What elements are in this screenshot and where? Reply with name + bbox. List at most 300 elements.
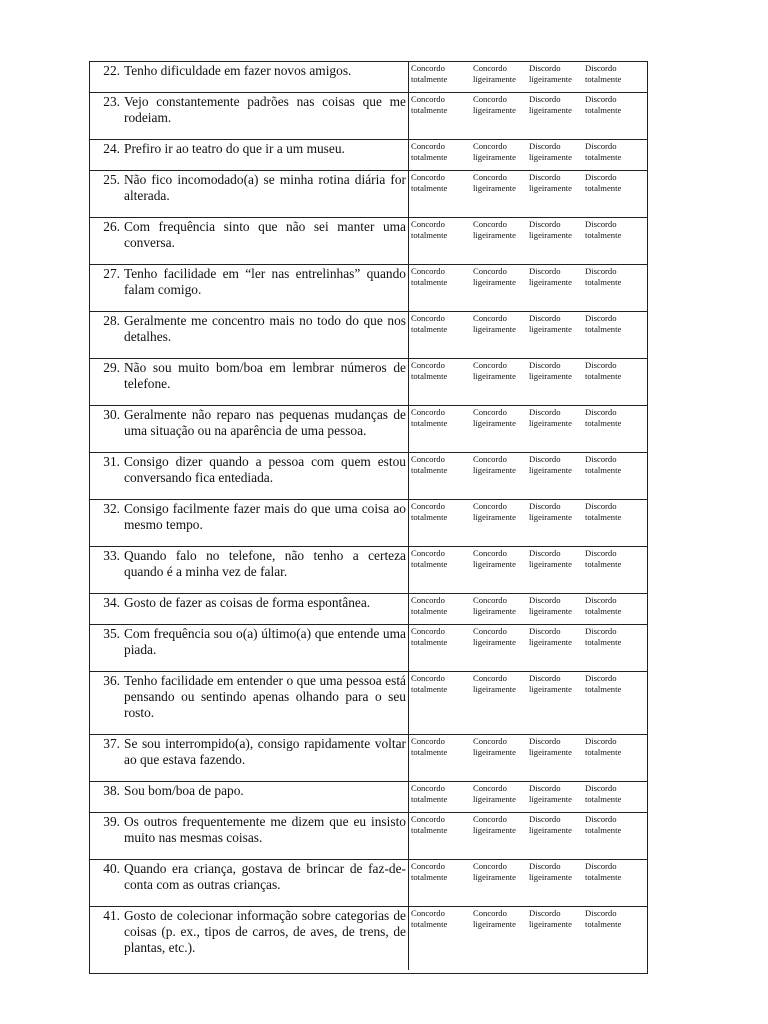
response-option-label-line1: Concordo — [473, 595, 507, 605]
response-option[interactable] — [411, 861, 473, 883]
question-row — [90, 312, 647, 359]
question-cell — [90, 140, 409, 171]
response-option[interactable] — [529, 783, 585, 805]
response-option-label-line2: ligeiramente — [473, 105, 516, 115]
question-number: 26. — [103, 219, 120, 234]
response-option[interactable] — [473, 908, 529, 930]
answer-cell — [409, 218, 648, 265]
response-option-label-line2: totalmente — [411, 183, 448, 193]
question-text: Tenho facilidade em “ler nas entrelinhas” quando falam comigo. — [124, 266, 406, 297]
response-option-label-line1: Concordo — [473, 736, 507, 746]
response-option[interactable] — [473, 814, 529, 836]
response-option[interactable] — [473, 454, 529, 476]
response-option[interactable] — [473, 501, 529, 523]
question-text: Gosto de colecionar informação sobre categorias de coisas (p. ex., tipos de carros, de aves, de trens, de plantas, etc.). — [124, 908, 406, 955]
response-option-label-line1: Discordo — [529, 266, 561, 276]
response-option-label-line1: Discordo — [585, 141, 617, 151]
response-option-label-line1: Concordo — [411, 454, 445, 464]
response-option-label-line1: Concordo — [411, 63, 445, 73]
response-option-label-line1: Discordo — [585, 454, 617, 464]
response-option[interactable] — [473, 861, 529, 883]
response-option-label-line1: Concordo — [411, 501, 445, 511]
response-option-label-line2: ligeiramente — [473, 919, 516, 929]
response-option-label-line1: Discordo — [585, 172, 617, 182]
response-option-label-line1: Discordo — [529, 595, 561, 605]
response-option[interactable] — [411, 783, 473, 805]
response-option[interactable] — [585, 313, 645, 335]
response-option[interactable] — [585, 266, 645, 288]
question-row — [90, 594, 647, 625]
question-text: Com frequência sou o(a) último(a) que entende uma piada. — [124, 626, 406, 657]
question-cell — [90, 625, 409, 672]
question-number: 22. — [103, 63, 120, 78]
response-option-label-line2: totalmente — [411, 684, 448, 694]
response-option-label-line2: totalmente — [411, 465, 448, 475]
response-option-label-line2: ligeiramente — [529, 465, 572, 475]
question-text: Gosto de fazer as coisas de forma espontânea. — [124, 595, 371, 610]
response-option-label-line2: totalmente — [411, 324, 448, 334]
response-option[interactable] — [411, 219, 473, 241]
question-text: Não sou muito bom/boa em lembrar números de telefone. — [124, 360, 406, 391]
response-option-label-line2: totalmente — [585, 74, 622, 84]
response-option-label-line1: Discordo — [529, 783, 561, 793]
response-option-label-line2: ligeiramente — [529, 825, 572, 835]
response-option[interactable] — [529, 626, 585, 648]
response-option-label-line2: ligeiramente — [473, 637, 516, 647]
answer-cell — [409, 171, 648, 218]
answer-cell — [409, 594, 648, 625]
response-option[interactable] — [411, 595, 473, 617]
response-option[interactable] — [529, 908, 585, 930]
question-row — [90, 735, 647, 782]
response-option-label-line1: Concordo — [411, 908, 445, 918]
response-option-label-line2: ligeiramente — [529, 105, 572, 115]
response-options — [409, 860, 647, 883]
question — [90, 625, 408, 658]
answer-cell — [409, 813, 648, 860]
response-option-label-line2: totalmente — [585, 512, 622, 522]
response-option-label-line2: totalmente — [411, 559, 448, 569]
response-option-label-line1: Concordo — [411, 172, 445, 182]
question — [90, 93, 408, 126]
response-option[interactable] — [411, 407, 473, 429]
response-option[interactable] — [473, 94, 529, 116]
response-option-label-line1: Discordo — [585, 861, 617, 871]
response-option[interactable] — [473, 63, 529, 85]
question-row — [90, 782, 647, 813]
response-option[interactable] — [473, 783, 529, 805]
response-option-label-line2: ligeiramente — [473, 371, 516, 381]
response-option[interactable] — [411, 360, 473, 382]
response-option-label-line2: ligeiramente — [529, 794, 572, 804]
response-option-label-line2: totalmente — [585, 919, 622, 929]
response-option[interactable] — [411, 814, 473, 836]
response-option[interactable] — [529, 313, 585, 335]
question-text: Se sou interrompido(a), consigo rapidamente voltar ao que estava fazendo. — [124, 736, 406, 767]
question-row — [90, 140, 647, 171]
response-option-label-line2: totalmente — [411, 637, 448, 647]
response-option-label-line1: Concordo — [473, 63, 507, 73]
question-number: 39. — [103, 814, 120, 829]
response-option[interactable] — [585, 360, 645, 382]
question-row — [90, 406, 647, 453]
response-option-label-line1: Discordo — [585, 94, 617, 104]
question-text: Sou bom/boa de papo. — [124, 783, 244, 798]
response-option[interactable] — [473, 141, 529, 163]
question-number: 41. — [103, 908, 120, 923]
response-options — [409, 500, 647, 523]
question-row — [90, 672, 647, 735]
response-option-label-line1: Discordo — [529, 501, 561, 511]
response-option[interactable] — [585, 219, 645, 241]
question — [90, 62, 408, 79]
response-option-label-line1: Concordo — [473, 454, 507, 464]
response-option-label-line1: Concordo — [473, 861, 507, 871]
question-row — [90, 171, 647, 218]
question-number: 23. — [103, 94, 120, 109]
question-cell — [90, 406, 409, 453]
response-option[interactable] — [411, 454, 473, 476]
answer-cell — [409, 93, 648, 140]
response-option-label-line2: totalmente — [411, 152, 448, 162]
response-option[interactable] — [585, 673, 645, 695]
question-cell — [90, 265, 409, 312]
question — [90, 672, 408, 721]
answer-cell — [409, 782, 648, 813]
response-option-label-line2: ligeiramente — [529, 324, 572, 334]
response-option-label-line1: Concordo — [473, 908, 507, 918]
response-option-label-line1: Concordo — [411, 626, 445, 636]
answer-cell — [409, 62, 648, 93]
response-option[interactable] — [411, 313, 473, 335]
response-option-label-line2: ligeiramente — [473, 277, 516, 287]
response-option-label-line2: ligeiramente — [473, 74, 516, 84]
response-option-label-line1: Concordo — [411, 407, 445, 417]
response-option-label-line2: totalmente — [411, 74, 448, 84]
response-option[interactable] — [473, 548, 529, 570]
question-text: Geralmente me concentro mais no todo do que nos detalhes. — [124, 313, 406, 344]
response-option-label-line1: Concordo — [411, 141, 445, 151]
response-options — [409, 218, 647, 241]
response-option[interactable] — [529, 141, 585, 163]
response-options — [409, 782, 647, 805]
response-option[interactable] — [585, 94, 645, 116]
response-option[interactable] — [473, 736, 529, 758]
response-option-label-line2: totalmente — [585, 230, 622, 240]
question-row — [90, 265, 647, 312]
response-option-label-line1: Discordo — [585, 736, 617, 746]
question-text: Quando falo no telefone, não tenho a certeza quando é a minha vez de falar. — [124, 548, 406, 579]
response-option[interactable] — [585, 548, 645, 570]
question-number: 40. — [103, 861, 120, 876]
question-row — [90, 359, 647, 406]
response-option-label-line2: totalmente — [411, 919, 448, 929]
response-option[interactable] — [529, 501, 585, 523]
response-option-label-line1: Concordo — [473, 313, 507, 323]
answer-cell — [409, 500, 648, 547]
question-cell — [90, 359, 409, 406]
response-option[interactable] — [411, 63, 473, 85]
answer-cell — [409, 672, 648, 735]
response-option[interactable] — [585, 63, 645, 85]
question-text: Não fico incomodado(a) se minha rotina diária for alterada. — [124, 172, 406, 203]
response-option-label-line2: ligeiramente — [473, 559, 516, 569]
response-option[interactable] — [473, 266, 529, 288]
response-option-label-line1: Discordo — [585, 814, 617, 824]
response-option-label-line1: Discordo — [529, 814, 561, 824]
question-cell — [90, 218, 409, 265]
response-option-label-line2: totalmente — [585, 559, 622, 569]
response-option[interactable] — [529, 595, 585, 617]
response-option-label-line1: Discordo — [585, 407, 617, 417]
question — [90, 907, 408, 956]
response-option[interactable] — [411, 266, 473, 288]
response-option-label-line1: Concordo — [411, 266, 445, 276]
question-row — [90, 62, 647, 93]
response-option[interactable] — [411, 673, 473, 695]
response-option[interactable] — [585, 141, 645, 163]
response-option[interactable] — [473, 172, 529, 194]
question — [90, 500, 408, 533]
response-option-label-line1: Concordo — [473, 501, 507, 511]
response-option-label-line2: ligeiramente — [529, 637, 572, 647]
response-option[interactable] — [473, 313, 529, 335]
response-option-label-line1: Discordo — [529, 626, 561, 636]
response-option[interactable] — [529, 454, 585, 476]
response-option-label-line1: Concordo — [411, 861, 445, 871]
response-option-label-line2: totalmente — [585, 684, 622, 694]
response-option-label-line2: ligeiramente — [473, 872, 516, 882]
question-cell — [90, 547, 409, 594]
response-options — [409, 312, 647, 335]
response-option-label-line2: ligeiramente — [529, 152, 572, 162]
response-option-label-line1: Discordo — [529, 219, 561, 229]
response-option[interactable] — [411, 736, 473, 758]
response-option-label-line1: Discordo — [529, 172, 561, 182]
response-option[interactable] — [529, 861, 585, 883]
response-option-label-line1: Discordo — [529, 407, 561, 417]
question — [90, 735, 408, 768]
response-option-label-line2: ligeiramente — [473, 230, 516, 240]
response-option[interactable] — [529, 407, 585, 429]
question-cell — [90, 500, 409, 547]
question-cell — [90, 813, 409, 860]
question-cell — [90, 453, 409, 500]
response-options — [409, 62, 647, 85]
response-option[interactable] — [585, 454, 645, 476]
response-option-label-line1: Concordo — [473, 783, 507, 793]
response-option-label-line2: ligeiramente — [529, 684, 572, 694]
answer-cell — [409, 140, 648, 171]
question — [90, 453, 408, 486]
response-option-label-line1: Discordo — [585, 501, 617, 511]
response-option-label-line1: Concordo — [411, 548, 445, 558]
response-option-label-line2: ligeiramente — [473, 684, 516, 694]
question — [90, 359, 408, 392]
response-option[interactable] — [473, 407, 529, 429]
response-option-label-line2: ligeiramente — [529, 183, 572, 193]
response-option-label-line1: Concordo — [473, 141, 507, 151]
response-option[interactable] — [411, 94, 473, 116]
question-text: Com frequência sinto que não sei manter uma conversa. — [124, 219, 406, 250]
response-option[interactable] — [411, 172, 473, 194]
response-option-label-line2: totalmente — [411, 872, 448, 882]
response-option[interactable] — [529, 172, 585, 194]
response-option-label-line2: totalmente — [585, 794, 622, 804]
answer-cell — [409, 453, 648, 500]
response-option-label-line1: Discordo — [585, 360, 617, 370]
question — [90, 312, 408, 345]
answer-cell — [409, 547, 648, 594]
question-row — [90, 93, 647, 140]
response-option[interactable] — [473, 360, 529, 382]
answer-cell — [409, 312, 648, 359]
question — [90, 547, 408, 580]
response-option[interactable] — [585, 908, 645, 930]
question-text: Consigo dizer quando a pessoa com quem estou conversando fica entediada. — [124, 454, 406, 485]
response-option[interactable] — [529, 360, 585, 382]
response-option[interactable] — [529, 266, 585, 288]
question — [90, 782, 408, 799]
question-row — [90, 453, 647, 500]
question-cell — [90, 672, 409, 735]
response-option-label-line1: Discordo — [585, 313, 617, 323]
response-option-label-line2: totalmente — [411, 747, 448, 757]
response-option[interactable] — [585, 736, 645, 758]
response-option[interactable] — [529, 219, 585, 241]
response-options — [409, 594, 647, 617]
response-option-label-line1: Discordo — [529, 908, 561, 918]
question-cell — [90, 782, 409, 813]
response-option-label-line2: ligeiramente — [529, 277, 572, 287]
response-options — [409, 735, 647, 758]
question-number: 24. — [103, 141, 120, 156]
response-option[interactable] — [585, 595, 645, 617]
response-option[interactable] — [585, 407, 645, 429]
response-option-label-line2: ligeiramente — [473, 183, 516, 193]
response-option[interactable] — [529, 63, 585, 85]
questionnaire-table — [90, 61, 647, 970]
response-option-label-line1: Concordo — [473, 360, 507, 370]
response-option[interactable] — [529, 814, 585, 836]
response-option-label-line1: Discordo — [529, 94, 561, 104]
response-option-label-line1: Concordo — [411, 595, 445, 605]
response-option[interactable] — [473, 219, 529, 241]
question-text: Os outros frequentemente me dizem que eu insisto muito nas mesmas coisas. — [124, 814, 406, 845]
response-option-label-line2: totalmente — [411, 277, 448, 287]
response-option-label-line2: totalmente — [585, 371, 622, 381]
response-option-label-line1: Discordo — [529, 141, 561, 151]
response-option[interactable] — [473, 673, 529, 695]
question-number: 34. — [103, 595, 120, 610]
response-options — [409, 171, 647, 194]
response-option-label-line1: Concordo — [473, 407, 507, 417]
response-option-label-line2: totalmente — [585, 606, 622, 616]
response-option-label-line1: Concordo — [473, 94, 507, 104]
response-option-label-line1: Discordo — [585, 63, 617, 73]
response-option-label-line2: totalmente — [585, 825, 622, 835]
question-cell — [90, 62, 409, 93]
response-option-label-line2: totalmente — [411, 418, 448, 428]
response-option-label-line2: totalmente — [411, 512, 448, 522]
response-options — [409, 813, 647, 836]
response-option-label-line2: totalmente — [585, 183, 622, 193]
question-cell — [90, 860, 409, 907]
response-option[interactable] — [585, 783, 645, 805]
response-option-label-line2: ligeiramente — [529, 74, 572, 84]
response-option-label-line1: Discordo — [529, 736, 561, 746]
response-option[interactable] — [411, 626, 473, 648]
question-text: Prefiro ir ao teatro do que ir a um museu. — [124, 141, 345, 156]
response-option[interactable] — [411, 548, 473, 570]
question-row — [90, 625, 647, 672]
response-option[interactable] — [585, 626, 645, 648]
response-options — [409, 359, 647, 382]
response-option[interactable] — [585, 172, 645, 194]
response-option[interactable] — [411, 501, 473, 523]
response-option[interactable] — [473, 595, 529, 617]
response-option[interactable] — [529, 94, 585, 116]
question — [90, 406, 408, 439]
question-text: Tenho dificuldade em fazer novos amigos. — [124, 63, 352, 78]
question-row — [90, 500, 647, 547]
response-option-label-line1: Concordo — [473, 814, 507, 824]
question-number: 33. — [103, 548, 120, 563]
response-option[interactable] — [585, 861, 645, 883]
response-option-label-line1: Concordo — [411, 94, 445, 104]
response-options — [409, 93, 647, 116]
response-option-label-line2: ligeiramente — [473, 747, 516, 757]
response-option-label-line2: ligeiramente — [529, 418, 572, 428]
question-number: 37. — [103, 736, 120, 751]
question-row — [90, 860, 647, 907]
question-text: Vejo constantemente padrões nas coisas que me rodeiam. — [124, 94, 406, 125]
response-option-label-line1: Concordo — [411, 783, 445, 793]
response-option[interactable] — [529, 548, 585, 570]
response-option-label-line2: totalmente — [585, 465, 622, 475]
question-text: Tenho facilidade em entender o que uma pessoa está pensando ou sentindo apenas olhando para o seu rosto. — [124, 673, 406, 720]
response-option-label-line1: Discordo — [529, 548, 561, 558]
response-option-label-line2: ligeiramente — [529, 559, 572, 569]
answer-cell — [409, 860, 648, 907]
response-option[interactable] — [411, 141, 473, 163]
response-option[interactable] — [585, 501, 645, 523]
response-option[interactable] — [585, 814, 645, 836]
question — [90, 860, 408, 893]
response-option-label-line1: Concordo — [411, 673, 445, 683]
response-option-label-line1: Concordo — [473, 548, 507, 558]
response-option-label-line1: Concordo — [473, 172, 507, 182]
response-option[interactable] — [411, 908, 473, 930]
response-option-label-line1: Discordo — [585, 908, 617, 918]
response-option[interactable] — [473, 626, 529, 648]
response-option-label-line1: Concordo — [411, 219, 445, 229]
question-text: Geralmente não reparo nas pequenas mudanças de uma situação ou na aparência de uma pessoa. — [124, 407, 406, 438]
question-cell — [90, 735, 409, 782]
response-options — [409, 907, 647, 930]
response-option[interactable] — [529, 673, 585, 695]
response-option-label-line2: totalmente — [411, 825, 448, 835]
question-number: 32. — [103, 501, 120, 516]
question — [90, 171, 408, 204]
response-option[interactable] — [529, 736, 585, 758]
response-option-label-line2: ligeiramente — [529, 919, 572, 929]
response-options — [409, 625, 647, 648]
response-option-label-line1: Concordo — [473, 219, 507, 229]
response-options — [409, 265, 647, 288]
answer-cell — [409, 735, 648, 782]
response-option-label-line1: Discordo — [529, 454, 561, 464]
